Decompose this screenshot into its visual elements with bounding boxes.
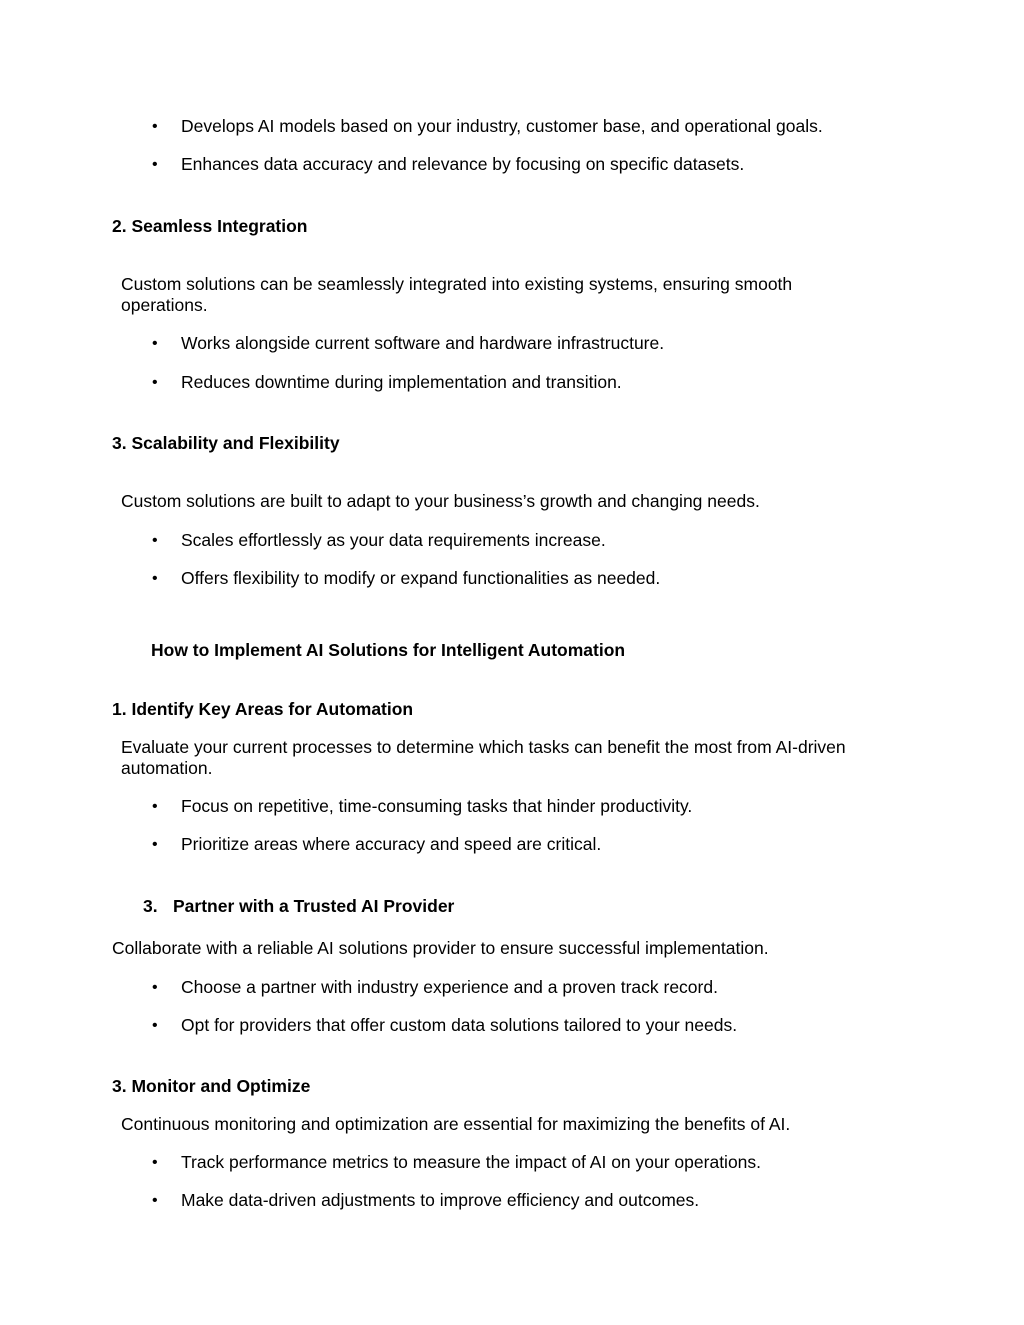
section-heading-identify-areas: 1. Identify Key Areas for Automation [112,699,414,719]
bullet-icon: • [152,335,158,352]
list-item-text: Offers flexibility to modify or expand functionalities as needed. [181,568,661,588]
section-heading-monitor: 3. Monitor and Optimize [112,1076,311,1096]
subsection-title: How to Implement AI Solutions for Intelligent Automation [151,640,626,660]
list-item-text: Focus on repetitive, time-consuming tasks that hinder productivity. [181,796,693,816]
section-description-line: operations. [121,295,208,315]
bullet-icon: • [152,1192,158,1209]
list-item-text: Track performance metrics to measure the impact of AI on your operations. [181,1152,762,1172]
section-description-line: Evaluate your current processes to determine which tasks can benefit the most from AI-driven [121,737,846,757]
list-item-text: Scales effortlessly as your data requirements increase. [181,530,606,550]
list-number: 3. [143,896,158,916]
bullet-icon: • [152,374,158,391]
list-item-text: Enhances data accuracy and relevance by focusing on specific datasets. [181,154,745,174]
bullet-icon: • [152,979,158,996]
bullet-icon: • [152,118,158,135]
section-heading-seamless-integration: 2. Seamless Integration [112,216,308,236]
section-heading-scalability: 3. Scalability and Flexibility [112,433,340,453]
section-description: Collaborate with a reliable AI solutions provider to ensure successful implementation. [112,938,769,958]
bullet-icon: • [152,1017,158,1034]
section-description-line: Custom solutions can be seamlessly integrated into existing systems, ensuring smooth [121,274,793,294]
list-item-text: Works alongside current software and hardware infrastructure. [181,333,665,353]
bullet-icon: • [152,570,158,587]
list-item-text: Reduces downtime during implementation and transition. [181,372,622,392]
list-item-text: Choose a partner with industry experience and a proven track record. [181,977,718,997]
bullet-icon: • [152,836,158,853]
section-heading-text: Partner with a Trusted AI Provider [173,896,455,916]
list-item-text: Make data-driven adjustments to improve efficiency and outcomes. [181,1190,700,1210]
section-description: Custom solutions are built to adapt to your business’s growth and changing needs. [121,491,760,511]
bullet-icon: • [152,532,158,549]
section-description-line: automation. [121,758,213,778]
list-item-text: Opt for providers that offer custom data solutions tailored to your needs. [181,1015,738,1035]
bullet-icon: • [152,1154,158,1171]
section-description: Continuous monitoring and optimization are essential for maximizing the benefits of AI. [121,1114,791,1134]
list-item-text: Prioritize areas where accuracy and speed are critical. [181,834,602,854]
bullet-icon: • [152,156,158,173]
list-item-text: Develops AI models based on your industry, customer base, and operational goals. [181,116,823,136]
bullet-icon: • [152,798,158,815]
